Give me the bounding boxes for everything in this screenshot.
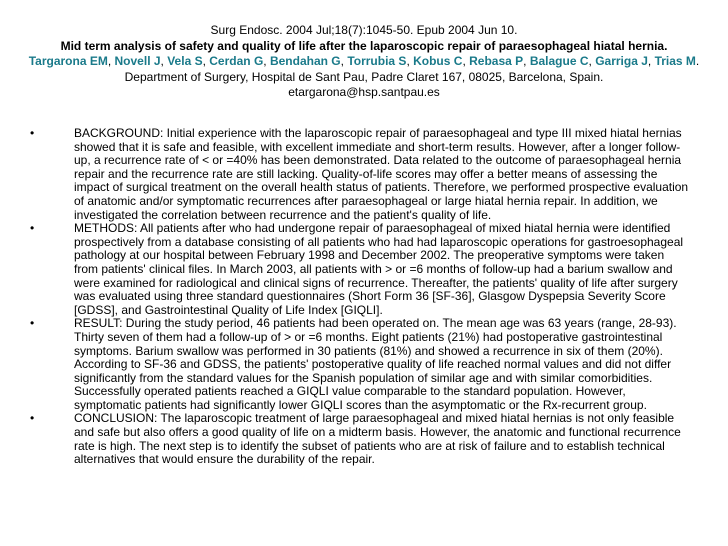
author-link[interactable]: Targarona EM bbox=[28, 54, 108, 68]
bullet-icon: • bbox=[30, 126, 35, 140]
author-link[interactable]: Torrubia S bbox=[347, 54, 407, 68]
author-link[interactable]: Garriga J bbox=[595, 54, 648, 68]
citation: Surg Endosc. 2004 Jul;18(7):1045-50. Epub 2004 Jun 10. bbox=[210, 23, 518, 37]
bullet-icon: • bbox=[30, 411, 35, 426]
author-link[interactable]: Kobus C bbox=[413, 54, 463, 68]
email: etargarona@hsp.santpau.es bbox=[288, 85, 440, 99]
affiliation: Department of Surgery, Hospital de Sant Pau, Padre Claret 167, 08025, Barcelona, Spain. bbox=[124, 69, 604, 84]
author-link[interactable]: Bendahan G bbox=[269, 54, 341, 68]
abstract-sections bbox=[30, 127, 690, 467]
article-title: Mid term analysis of safety and quality of life after the laparoscopic repair of paraesophageal hiatal hernia. bbox=[60, 38, 668, 53]
author-link[interactable]: Rebasa P bbox=[469, 54, 524, 68]
author-link[interactable]: Balague C bbox=[529, 54, 589, 68]
author-link[interactable]: Trias M bbox=[654, 54, 696, 68]
abstract-section-methods bbox=[30, 222, 690, 317]
bullet-icon: • bbox=[30, 316, 35, 331]
author-link[interactable]: Vela S bbox=[167, 54, 203, 68]
author-list: Targarona EM, Novell J, Vela S, Cerdan G, Bendahan G, Torrubia S, Kobus C, Rebasa P, Balague C, Garriga J, Trias M. bbox=[28, 54, 700, 68]
section-text: CONCLUSION: The laparoscopic treatment of large paraesophageal and mixed hiatal hernias is not only feasible and safe but also offers a good quality of life on a midterm basis. However, the anatomic and functional recurrence rate is high. The next step is to identify the subset of patients who are at risk of failure and to establish technical alternatives that would ensure the durability of the repair. bbox=[74, 411, 681, 467]
author-link[interactable]: Novell J bbox=[114, 54, 161, 68]
abstract-section-conclusion bbox=[30, 412, 690, 466]
section-text: METHODS: All patients after who had undergone repair of paraesophageal of mixed hiatal hernia were identified prospectively from a database consisting of all patients who had had laparoscopic operations for gastroesophageal pathology at our hospital between February 1998 and December 2002. The preoperative symptoms were taken from patients' clinical files. In March 2003, all patients with > or =6 months of follow-up had a barium swallow and were examined for radiological and clinical signs of recurrence. Thereafter, the patients' quality of life after surgery was evaluated using three standard questionnaires (Short Form 36 [SF-36], Glasgow Dyspepsia Severity Score [GDSS], and Gastrointestinal Quality of Life Index [GIQLI]. bbox=[74, 221, 684, 317]
abstract-section-background bbox=[30, 127, 690, 222]
abstract-section-result bbox=[30, 317, 690, 412]
author-link[interactable]: Cerdan G bbox=[209, 54, 264, 68]
section-text: RESULT: During the study period, 46 patients had been operated on. The mean age was 63 years (range, 28-93). Thirty seven of them had a follow-up of > or =6 months. Eight patients (21%) had postoperative gastrointestinal symptoms. Barium swallow was performed in 30 patients (81%) and showed a recurrence in six of them (20%). According to SF-36 and GDSS, the patients' postoperative quality of life reached normal values and did not differ significantly from the standard values for the Spanish population of similar age and with similar comorbidities. Successfully operated patients reached a GIQLI value comparable to the standard population. However, symptomatic patients had significantly lower GIQLI scores than the asymptomatic or the Rx-recurrent group. bbox=[74, 316, 677, 412]
section-text: BACKGROUND: Initial experience with the laparoscopic repair of paraesophageal and type III mixed hiatal hernias showed that it is safe and feasible, with excellent immediate and short-term results. However, after a longer follow-up, a recurrence rate of < or =40% has been demonstrated. Data related to the outcome of paraesophageal hernia repair and the recurrence rate are still lacking. Quality-of-life scores may offer a better means of assessing the impact of surgical treatment on the overall health status of patients. Therefore, we performed prospective evaluation of anatomic and/or symptomatic recurrences after paraesophageal or large hiatal hernia repair. In addition, we investigated the correlation between recurrence and the patient's quality of life. bbox=[74, 126, 689, 222]
bullet-icon: • bbox=[30, 221, 35, 236]
article-header bbox=[8, 23, 720, 101]
